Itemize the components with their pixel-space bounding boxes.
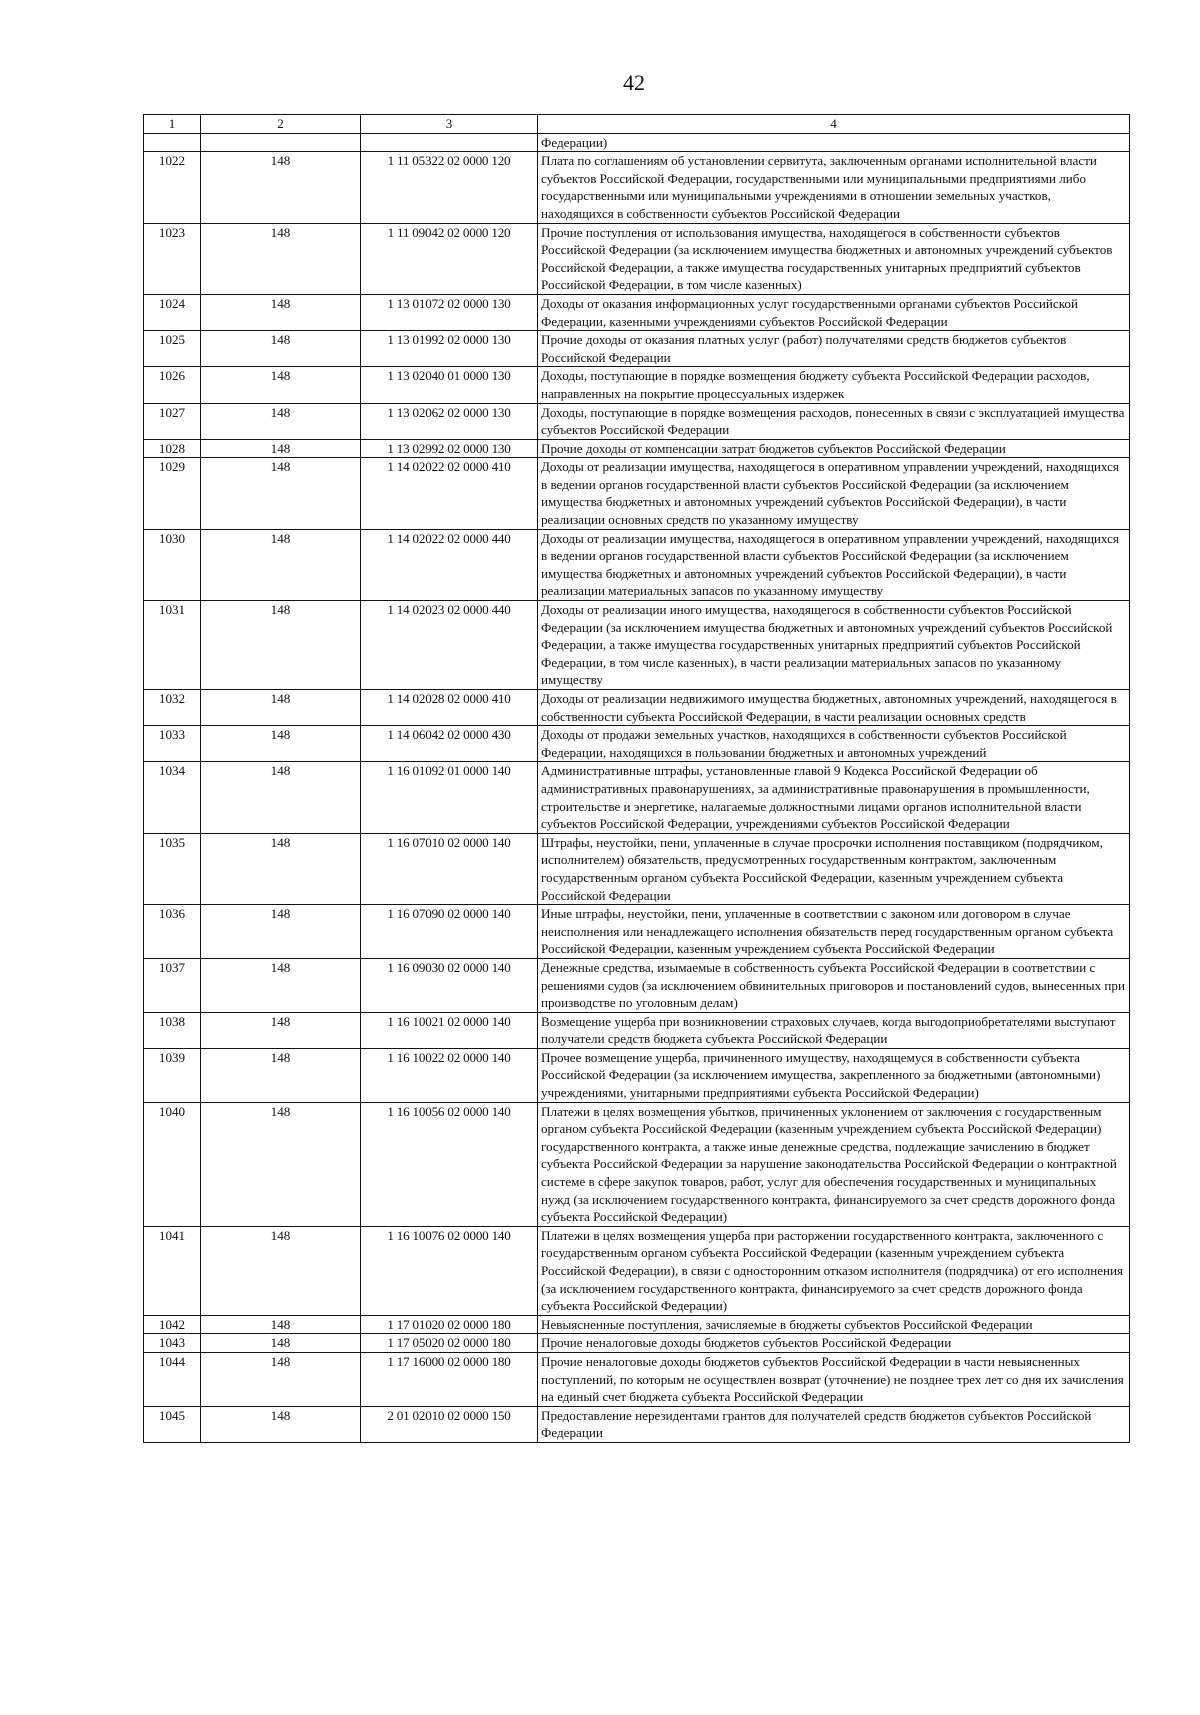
table-row xyxy=(144,367,1130,403)
row-code: 1028 xyxy=(144,439,201,458)
table-header-row xyxy=(144,115,1130,134)
table-row xyxy=(144,152,1130,223)
table-row xyxy=(144,403,1130,439)
row-name: Доходы, поступающие в порядке возмещения бюджету субъекта Российской Федерации расходов, направленных на покрытие процессуальных издержек xyxy=(538,367,1130,403)
row-name: Прочие доходы от компенсации затрат бюджетов субъектов Российской Федерации xyxy=(538,439,1130,458)
row-admin: 148 xyxy=(201,458,361,529)
row-name: Доходы от реализации иного имущества, находящегося в собственности субъектов Российской Федерации (за исключением имущества бюджетных и автономных учреждений субъектов Российской Федерации, а также имущества государственных унитарных предприятий субъектов Российской Федерации, в том числе казенных), в части реализации материальных запасов по указанному имуществу xyxy=(538,601,1130,690)
table-row xyxy=(144,1352,1130,1406)
row-code: 1023 xyxy=(144,223,201,294)
row-admin: 148 xyxy=(201,905,361,959)
row-admin: 148 xyxy=(201,726,361,762)
row-name: Возмещение ущерба при возникновении страховых случаев, когда выгодоприобретателями выступают получатели средств бюджета субъекта Российской Федерации xyxy=(538,1012,1130,1048)
row-kbk: 1 14 02022 02 0000 410 xyxy=(361,458,538,529)
row-admin: 148 xyxy=(201,403,361,439)
table-row xyxy=(144,1226,1130,1315)
header-col-3: 3 xyxy=(361,115,538,134)
row-code: 1039 xyxy=(144,1048,201,1102)
row-admin: 148 xyxy=(201,1334,361,1353)
row-kbk: 1 14 02023 02 0000 440 xyxy=(361,601,538,690)
row-name: Доходы от реализации недвижимого имущества бюджетных, автономных учреждений, находящегося в собственности субъекта Российской Федерации, в части реализации основных средств xyxy=(538,690,1130,726)
row-code: 1042 xyxy=(144,1315,201,1334)
row-admin: 148 xyxy=(201,1406,361,1442)
row-code: 1034 xyxy=(144,762,201,833)
row-name: Доходы от реализации имущества, находящегося в оперативном управлении учреждений, находящихся в ведении органов государственной власти субъектов Российской Федерации (за исключением имущества бюджетных и автономных учреждений субъектов Российской Федерации), в части реализации основных средств по указанному имуществу xyxy=(538,458,1130,529)
row-kbk: 1 14 06042 02 0000 430 xyxy=(361,726,538,762)
row-name: Штрафы, неустойки, пени, уплаченные в случае просрочки исполнения поставщиком (подрядчиком, исполнителем) обязательств, предусмотренных государственным контрактом, заключенным государственным органом субъекта Российской Федерации, казенным учреждением субъекта Российской Федерации xyxy=(538,833,1130,904)
row-admin xyxy=(201,133,361,152)
table-row xyxy=(144,1315,1130,1334)
row-code xyxy=(144,133,201,152)
row-code: 1044 xyxy=(144,1352,201,1406)
row-kbk: 2 01 02010 02 0000 150 xyxy=(361,1406,538,1442)
row-admin: 148 xyxy=(201,223,361,294)
row-admin: 148 xyxy=(201,439,361,458)
row-admin: 148 xyxy=(201,331,361,367)
row-code: 1043 xyxy=(144,1334,201,1353)
header-col-2: 2 xyxy=(201,115,361,134)
row-code: 1040 xyxy=(144,1102,201,1226)
row-code: 1024 xyxy=(144,294,201,330)
row-kbk: 1 17 05020 02 0000 180 xyxy=(361,1334,538,1353)
row-kbk: 1 16 10022 02 0000 140 xyxy=(361,1048,538,1102)
table-row xyxy=(144,223,1130,294)
row-code: 1033 xyxy=(144,726,201,762)
row-kbk: 1 13 02062 02 0000 130 xyxy=(361,403,538,439)
revenue-codes-table-container xyxy=(143,114,1129,1443)
row-kbk: 1 16 09030 02 0000 140 xyxy=(361,958,538,1012)
row-admin: 148 xyxy=(201,958,361,1012)
table-row xyxy=(144,1048,1130,1102)
row-kbk: 1 13 01992 02 0000 130 xyxy=(361,331,538,367)
row-kbk: 1 16 10076 02 0000 140 xyxy=(361,1226,538,1315)
row-kbk: 1 13 01072 02 0000 130 xyxy=(361,294,538,330)
row-code: 1031 xyxy=(144,601,201,690)
header-col-4: 4 xyxy=(538,115,1130,134)
row-name: Доходы, поступающие в порядке возмещения расходов, понесенных в связи с эксплуатацией имущества субъектов Российской Федерации xyxy=(538,403,1130,439)
row-code: 1045 xyxy=(144,1406,201,1442)
row-code: 1030 xyxy=(144,529,201,600)
row-name: Доходы от оказания информационных услуг государственными органами субъектов Российской Федерации, казенными учреждениями субъектов Российской Федерации xyxy=(538,294,1130,330)
table-row xyxy=(144,905,1130,959)
row-admin: 148 xyxy=(201,690,361,726)
row-name: Плата по соглашениям об установлении сервитута, заключенным органами исполнительной власти субъектов Российской Федерации, государственными или муниципальными предприятиями либо государственными или муниципальными учреждениями в отношении земельных участков, находящихся в собственности субъектов Российской Федерации xyxy=(538,152,1130,223)
table-row xyxy=(144,294,1130,330)
table-row xyxy=(144,331,1130,367)
row-name: Прочие доходы от оказания платных услуг (работ) получателями средств бюджетов субъектов Российской Федерации xyxy=(538,331,1130,367)
table-row xyxy=(144,458,1130,529)
table-row xyxy=(144,1334,1130,1353)
row-admin: 148 xyxy=(201,1048,361,1102)
row-code: 1032 xyxy=(144,690,201,726)
row-kbk: 1 16 10021 02 0000 140 xyxy=(361,1012,538,1048)
row-code: 1029 xyxy=(144,458,201,529)
table-row xyxy=(144,529,1130,600)
row-name: Административные штрафы, установленные главой 9 Кодекса Российской Федерации об административных правонарушениях, за административные правонарушения в промышленности, строительстве и энергетике, налагаемые должностными лицами органов исполнительной власти субъектов Российской Федерации, учреждениями субъектов Российской Федерации xyxy=(538,762,1130,833)
table-body xyxy=(144,133,1130,1442)
row-kbk: 1 17 16000 02 0000 180 xyxy=(361,1352,538,1406)
row-code: 1035 xyxy=(144,833,201,904)
row-code: 1041 xyxy=(144,1226,201,1315)
table-row xyxy=(144,1102,1130,1226)
header-col-1: 1 xyxy=(144,115,201,134)
row-admin: 148 xyxy=(201,1315,361,1334)
row-name: Прочие поступления от использования имущества, находящегося в собственности субъектов Российской Федерации (за исключением имущества бюджетных и автономных учреждений субъектов Российской Федерации, а также имущества государственных унитарных предприятий субъектов Российской Федерации, в том числе казенных) xyxy=(538,223,1130,294)
row-name: Иные штрафы, неустойки, пени, уплаченные в соответствии с законом или договором в случае неисполнения или ненадлежащего исполнения обязательств перед государственным органом субъекта Российской Федерации, казенным учреждением субъекта Российской Федерации xyxy=(538,905,1130,959)
row-admin: 148 xyxy=(201,833,361,904)
row-admin: 148 xyxy=(201,1352,361,1406)
table-row xyxy=(144,726,1130,762)
row-code: 1027 xyxy=(144,403,201,439)
row-admin: 148 xyxy=(201,601,361,690)
table-row xyxy=(144,439,1130,458)
row-kbk: 1 14 02028 02 0000 410 xyxy=(361,690,538,726)
table-row xyxy=(144,1012,1130,1048)
row-name: Прочее возмещение ущерба, причиненного имуществу, находящемуся в собственности субъекта Российской Федерации (за исключением имущества, закрепленного за бюджетными (автономными) учреждениями, унитарными предприятиями субъекта Российской Федерации) xyxy=(538,1048,1130,1102)
row-name: Доходы от реализации имущества, находящегося в оперативном управлении учреждений, находящихся в ведении органов государственной власти субъектов Российской Федерации (за исключением имущества бюджетных и автономных учреждений субъектов Российской Федерации), в части реализации материальных запасов по указанному имуществу xyxy=(538,529,1130,600)
row-kbk: 1 11 09042 02 0000 120 xyxy=(361,223,538,294)
row-code: 1025 xyxy=(144,331,201,367)
row-kbk: 1 13 02040 01 0000 130 xyxy=(361,367,538,403)
revenue-codes-table xyxy=(143,114,1130,1443)
row-name: Предоставление нерезидентами грантов для получателей средств бюджетов субъектов Российской Федерации xyxy=(538,1406,1130,1442)
row-admin: 148 xyxy=(201,1012,361,1048)
row-code: 1038 xyxy=(144,1012,201,1048)
row-admin: 148 xyxy=(201,152,361,223)
row-name: Прочие неналоговые доходы бюджетов субъектов Российской Федерации xyxy=(538,1334,1130,1353)
row-name: Федерации) xyxy=(538,133,1130,152)
row-code: 1022 xyxy=(144,152,201,223)
table-row xyxy=(144,833,1130,904)
row-code: 1036 xyxy=(144,905,201,959)
row-kbk: 1 16 07090 02 0000 140 xyxy=(361,905,538,959)
row-name: Доходы от продажи земельных участков, находящихся в собственности субъектов Российской Федерации, находящихся в пользовании бюджетных и автономных учреждений xyxy=(538,726,1130,762)
row-kbk: 1 16 10056 02 0000 140 xyxy=(361,1102,538,1226)
row-kbk xyxy=(361,133,538,152)
row-code: 1037 xyxy=(144,958,201,1012)
row-code: 1026 xyxy=(144,367,201,403)
table-row xyxy=(144,762,1130,833)
row-admin: 148 xyxy=(201,762,361,833)
row-kbk: 1 16 01092 01 0000 140 xyxy=(361,762,538,833)
row-admin: 148 xyxy=(201,367,361,403)
row-name: Платежи в целях возмещения убытков, причиненных уклонением от заключения с государственным органом субъекта Российской Федерации (казенным учреждением субъекта Российской Федерации) государственного контракта, а также иные денежные средства, подлежащие зачислению в бюджет субъекта Российской Федерации за нарушение законодательства Российской Федерации о контрактной системе в сфере закупок товаров, работ, услуг для обеспечения государственных и муниципальных нужд (за исключением государственного контракта, финансируемого за счет средств дорожного фонда субъекта Российской Федерации) xyxy=(538,1102,1130,1226)
row-admin: 148 xyxy=(201,1226,361,1315)
row-name: Невыясненные поступления, зачисляемые в бюджеты субъектов Российской Федерации xyxy=(538,1315,1130,1334)
table-row xyxy=(144,690,1130,726)
table-row xyxy=(144,601,1130,690)
row-admin: 148 xyxy=(201,529,361,600)
table-row xyxy=(144,1406,1130,1442)
row-admin: 148 xyxy=(201,1102,361,1226)
row-name: Денежные средства, изымаемые в собственность субъекта Российской Федерации в соответствии с решениями судов (за исключением обвинительных приговоров и постановлений судов, вынесенных при производстве по уголовным делам) xyxy=(538,958,1130,1012)
row-name: Прочие неналоговые доходы бюджетов субъектов Российской Федерации в части невыясненных поступлений, по которым не осуществлен возврат (уточнение) не позднее трех лет со дня их зачисления на единый счет бюджета субъекта Российской Федерации xyxy=(538,1352,1130,1406)
row-kbk: 1 14 02022 02 0000 440 xyxy=(361,529,538,600)
row-kbk: 1 16 07010 02 0000 140 xyxy=(361,833,538,904)
table-row xyxy=(144,958,1130,1012)
table-row-continuation xyxy=(144,133,1130,152)
page-number: 42 xyxy=(623,70,645,95)
row-name: Платежи в целях возмещения ущерба при расторжении государственного контракта, заключенного с государственным органом субъекта Российской Федерации (казенным учреждением субъекта Российской Федерации), в связи с односторонним отказом исполнителя (подрядчика) от его исполнения (за исключением государственного контракта, финансируемого за счет средств дорожного фонда субъекта Российской Федерации) xyxy=(538,1226,1130,1315)
row-kbk: 1 13 02992 02 0000 130 xyxy=(361,439,538,458)
row-admin: 148 xyxy=(201,294,361,330)
row-kbk: 1 17 01020 02 0000 180 xyxy=(361,1315,538,1334)
row-kbk: 1 11 05322 02 0000 120 xyxy=(361,152,538,223)
